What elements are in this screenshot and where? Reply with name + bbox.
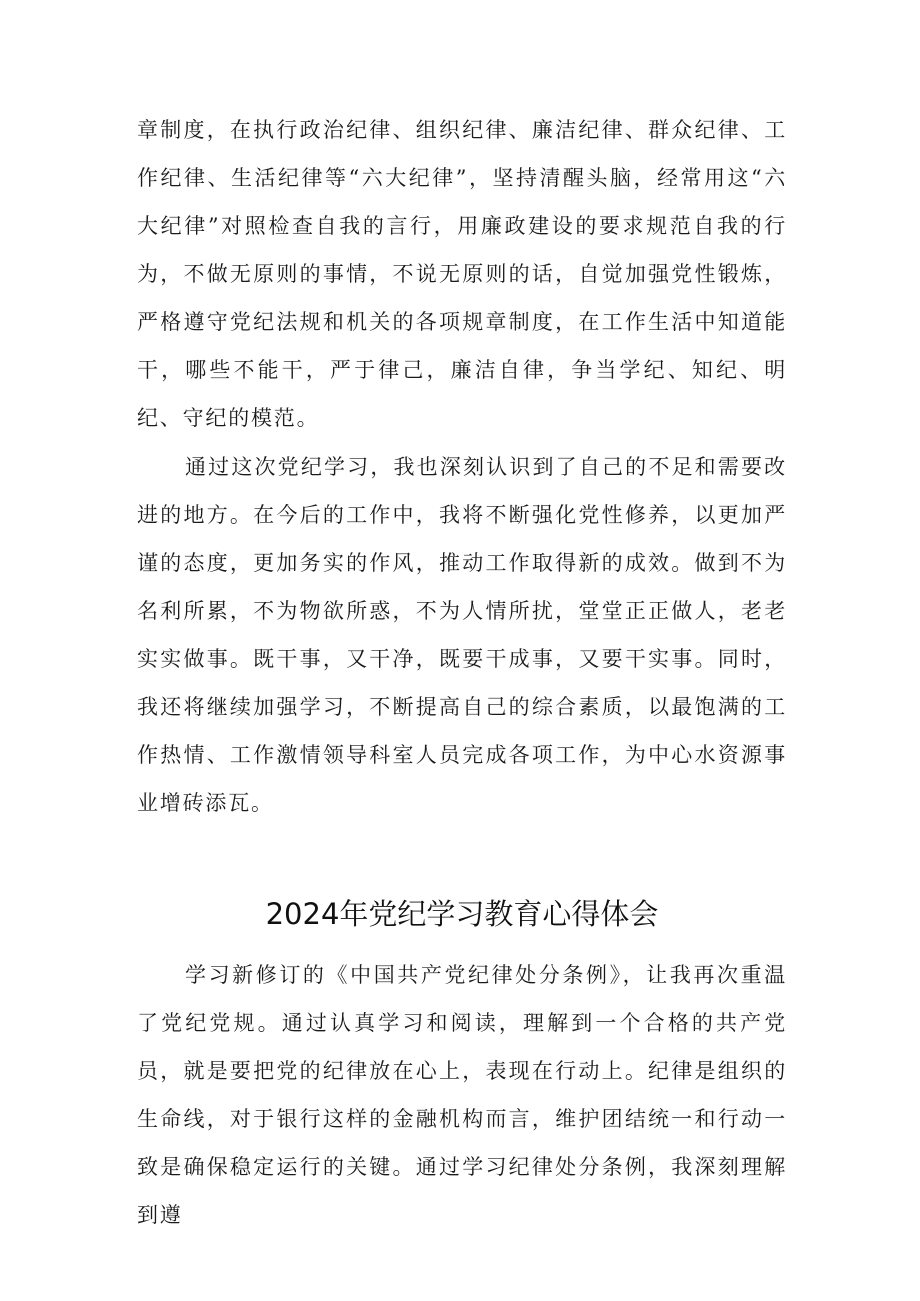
- paragraph-new-section: 学习新修订的《中国共产党纪律处分条例》，让我再次重温了党纪党规。通过认真学习和阅读，理解到一个合格的共产党员，就是要把党的纪律放在心上，表现在行动上。纪律是组织的生命线，对于银行这样的金融机构而言，维护团结统一和行动一致是确保稳定运行的关键。通过学习纪律处分条例，我深刻理解到遵: [137, 963, 787, 1227]
- section-heading: 2024年党纪学习教育心得体会: [265, 897, 659, 931]
- paragraph-continuation: 章制度，在执行政治纪律、组织纪律、廉洁纪律、群众纪律、工作纪律、生活纪律等“六大纪律”，坚持清醒头脑，经常用这“六大纪律”对照检查自我的言行，用廉政建设的要求规范自我的行为，不做无原则的事情，不说无原则的话，自觉加强党性锻炼，严格遵守党纪法规和机关的各项规章制度，在工作生活中知道能干，哪些不能干，严于律己，廉洁自律，争当学纪、知纪、明纪、守纪的模范。: [137, 118, 787, 430]
- paragraph-reflection: 通过这次党纪学习，我也深刻认识到了自己的不足和需要改进的地方。在今后的工作中，我将不断强化党性修养，以更加严谨的态度，更加务实的作风，推动工作取得新的成效。做到不为名利所累，不为物欲所惑，不为人情所扰，堂堂正正做人，老老实实做事。既干事，又干净，既要干成事，又要干实事。同时，我还将继续加强学习，不断提高自己的综合素质，以最饱满的工作热情、工作激情领导科室人员完成各项工作，为中心水资源事业增砖添瓦。: [137, 455, 787, 815]
